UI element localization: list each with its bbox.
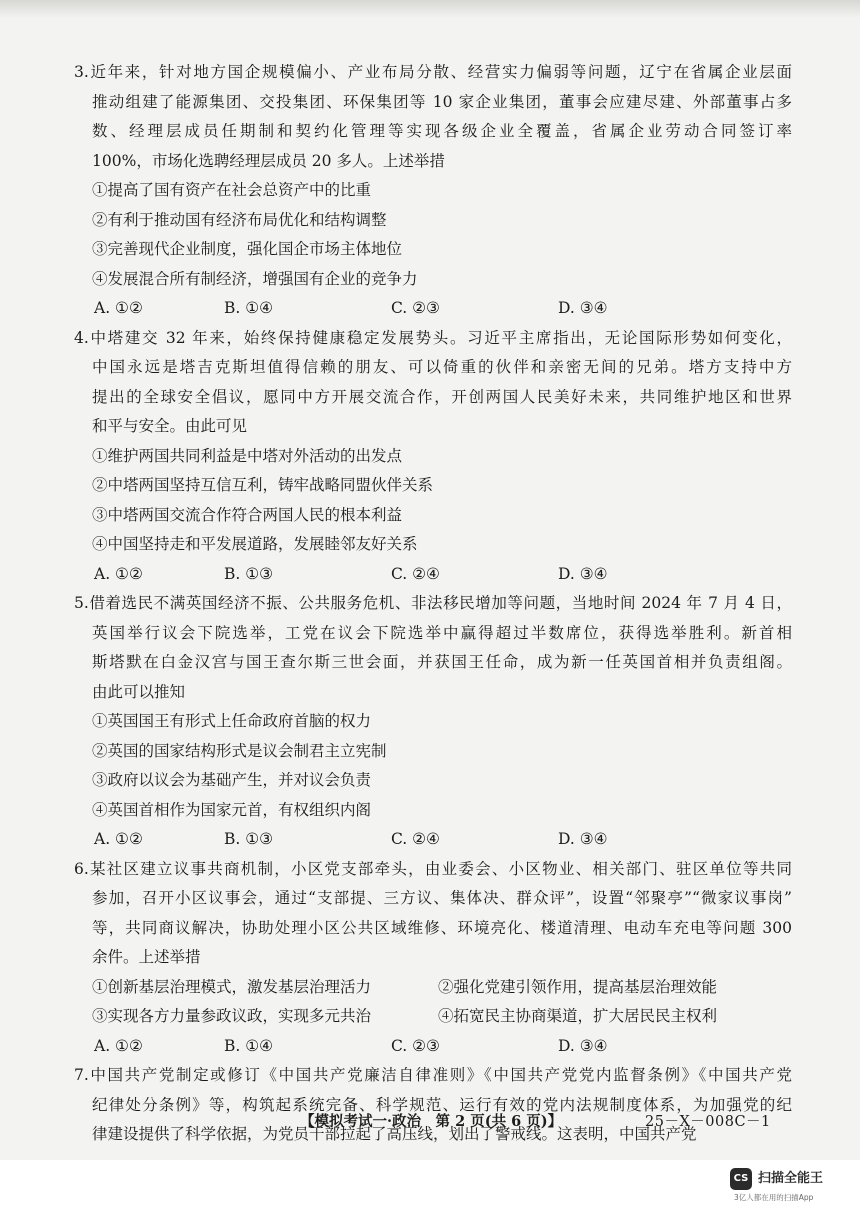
camscanner-logo-icon: CS (730, 1168, 752, 1190)
option-a: A. ①② (94, 564, 143, 583)
scanner-tagline: 3亿人都在用的扫描App (734, 1193, 814, 1202)
question-4 (74, 324, 792, 590)
question-text-line: 7.中国共产党制定或修订《中国共产党廉洁自律准则》《中国共产党党内监督条例》《中国共产党 (74, 1066, 792, 1084)
statement: ②强化党建引领作用，提高基层治理效能 (438, 977, 718, 996)
question-3 (74, 58, 792, 324)
option-a: A. ①② (94, 1036, 143, 1055)
answer-options (92, 1032, 792, 1062)
exam-content (74, 58, 792, 1150)
question-text-line: 6.某社区建立议事共商机制，小区党支部牵头，由业委会、小区物业、相关部门、驻区单位等共同 (74, 859, 792, 878)
statement: ④拓宽民主协商渠道，扩大居民民主权利 (438, 1007, 718, 1025)
option-b: B. ①③ (224, 564, 274, 583)
statement: ③实现各方力量参政议政，实现多元共治 (92, 1007, 372, 1025)
statement: ①英国国王有形式上任命政府首脑的权力 (92, 712, 372, 730)
page-footer (0, 1110, 860, 1140)
statement-pair (92, 973, 792, 1003)
question-text-line: 中国永远是塔吉克斯坦值得信赖的朋友、可以倚重的伙伴和亲密无间的兄弟。塔方支持中方 (92, 358, 792, 376)
answer-options (92, 560, 792, 590)
statement: ②英国的国家结构形式是议会制君主立宪制 (92, 741, 387, 760)
statement: ①维护两国共同利益是中塔对外活动的出发点 (92, 446, 403, 465)
option-c: C. ②③ (391, 299, 440, 317)
scanner-watermark (730, 1166, 855, 1210)
statement: ③政府以议会为基础产生，并对议会负责 (92, 771, 372, 789)
option-d: D. ③④ (558, 1036, 608, 1055)
statement: ④中国坚持走和平发展道路，发展睦邻友好关系 (92, 535, 418, 553)
question-text-line: 余件。上述举措 (92, 948, 201, 966)
option-c: C. ②④ (391, 564, 440, 583)
scan-shadow (0, 0, 860, 18)
statement: ④英国首相作为国家元首，有权组织内阁 (92, 800, 372, 819)
question-text-line: 数、经理层成员任期制和契约化管理等实现各级企业全覆盖，省属企业劳动合同签订率 (92, 122, 792, 140)
option-a: A. ①② (94, 830, 143, 848)
statement-pair (92, 1002, 792, 1032)
question-text-line: 斯塔默在白金汉宫与国王查尔斯三世会面，并获国王任命，成为新一任英国首相并负责组阁。 (92, 653, 792, 671)
answer-options (92, 825, 792, 855)
option-c: C. ②③ (391, 1036, 440, 1055)
question-text-line: 推动组建了能源集团、交投集团、环保集团等 10 家企业集团，董事会应建尽建、外部董事占多 (92, 92, 792, 111)
option-b: B. ①③ (224, 830, 274, 848)
scanner-app-name: 扫描全能王 (758, 1171, 824, 1186)
question-text-line: 4.中塔建交 32 年来，始终保持健康稳定发展势头。习近平主席指出，无论国际形势如何变化， (74, 328, 792, 347)
answer-options (92, 294, 792, 324)
question-text-line: 由此可以推知 (92, 682, 186, 701)
option-d: D. ③④ (558, 299, 608, 317)
statement: ②中塔两国坚持互信互利，铸牢战略同盟伙伴关系 (92, 476, 434, 494)
option-b: B. ①④ (224, 299, 274, 317)
question-text-line: 等，共同商议解决，协助处理小区公共区域维修、环境亮化、楼道清理、电动车充电等问题 300 (92, 918, 792, 937)
statement: ③完善现代企业制度，强化国企市场主体地位 (92, 240, 403, 258)
question-text-line: 和平与安全。由此可见 (92, 417, 248, 435)
statement: ①提高了国有资产在社会总资产中的比重 (92, 181, 372, 199)
question-text-line: 5.借着选民不满英国经济不振、公共服务危机、非法移民增加等问题，当地时间 2024 年 7 月 4 日， (74, 594, 792, 612)
question-text-line: 提出的全球安全倡议，愿同中方开展交流合作，开创两国人民美好未来，共同维护地区和世界 (92, 387, 792, 406)
question-5 (74, 589, 792, 855)
question-text-line: 英国举行议会下院选举，工党在议会下院选举中赢得超过半数席位，获得选举胜利。新首相 (92, 623, 792, 642)
question-6 (74, 855, 792, 1062)
statement: ④发展混合所有制经济，增强国有企业的竞争力 (92, 269, 418, 288)
statement: ①创新基层治理模式，激发基层治理活力 (92, 977, 372, 996)
question-text-line: 3.近年来，针对地方国企规模偏小、产业布局分散、经营实力偏弱等问题，辽宁在省属企业层面 (74, 63, 792, 81)
option-d: D. ③④ (558, 830, 608, 848)
statement: ②有利于推动国有经济布局优化和结构调整 (92, 210, 387, 229)
question-text-line: 律建设提供了科学依据，为党员干部拉起了高压线，划出了警戒线。这表明，中国共产党 (92, 1125, 697, 1143)
statement: ③中塔两国交流合作符合两国人民的根本利益 (92, 505, 403, 524)
question-text-line: 参加，召开小区议事会，通过“支部提、三方议、集体决、群众评”，设置“邻聚亭”“微家议事岗” (92, 889, 792, 907)
question-text-line: 纪律处分条例》等，构筑起系统完备、科学规范、运行有效的党内法规制度体系，为加强党的纪 (92, 1095, 792, 1114)
question-text-line: 100%，市场化选聘经理层成员 20 多人。上述举措 (92, 151, 445, 170)
footer-title: 【模拟考试一·政治 第 2 页(共 6 页)】 (300, 1113, 563, 1130)
option-a: A. ①② (94, 299, 143, 317)
option-d: D. ③④ (558, 564, 608, 583)
option-b: B. ①④ (224, 1036, 274, 1055)
option-c: C. ②④ (391, 830, 440, 848)
paper-code: 25－X－008C－1 (645, 1114, 771, 1130)
